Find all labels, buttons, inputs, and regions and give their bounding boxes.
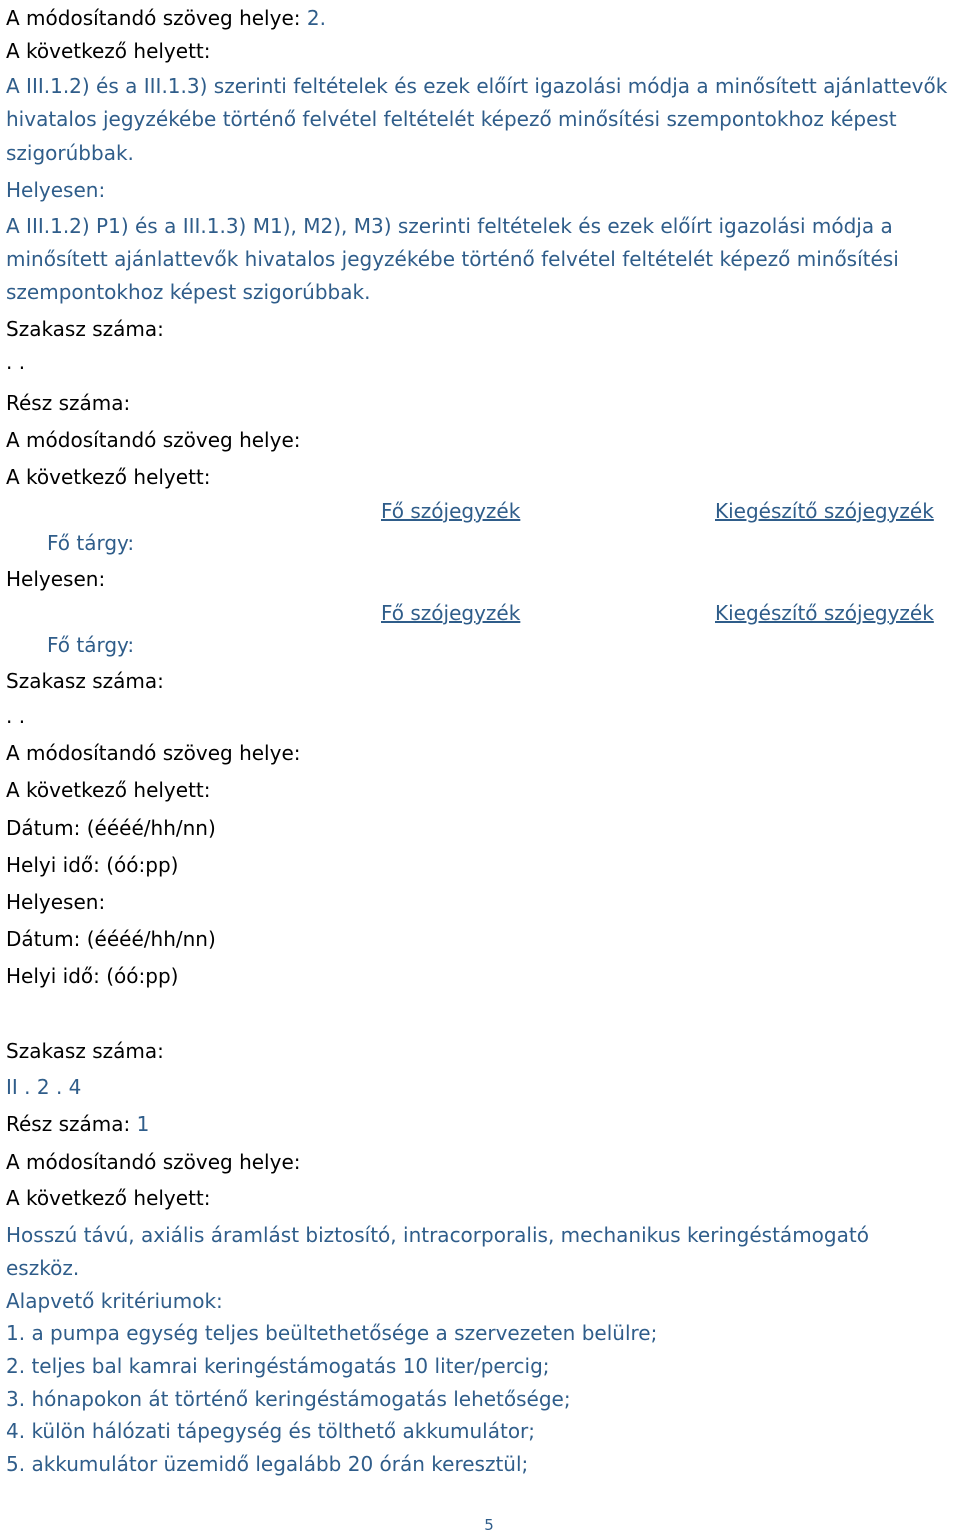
fo-szojegyzek-link[interactable]: Fő szójegyzék: [381, 499, 521, 523]
kriterium-item-3: 3. hónapokon át történő keringéstámogatás lehetősége;: [6, 1387, 571, 1411]
helyesen-label: Helyesen:: [6, 890, 106, 914]
kovetkezo-helyett-text-line-1: A III.1.2) és a III.1.3) szerinti feltételek és ezek előírt igazolási módja a minősített ajánlattevők: [6, 74, 948, 98]
resz-szama-row: [6, 1114, 149, 1134]
kovetkezo-helyett-label: A következő helyett:: [6, 39, 211, 63]
szakasz-szama-value: II . 2 . 4: [6, 1075, 82, 1099]
body-line-1: Hosszú távú, axiális áramlást biztosító, intracorporalis, mechanikus keringéstámogató: [6, 1223, 869, 1247]
fo-szojegyzek-link[interactable]: Fő szójegyzék: [381, 601, 521, 625]
szakasz-szama-label: Szakasz száma:: [6, 317, 164, 341]
kiegeszito-szojegyzek-link[interactable]: Kiegészítő szójegyzék: [715, 601, 934, 625]
alapveto-kriteriumok-heading: Alapvető kritériumok:: [6, 1289, 223, 1313]
kovetkezo-helyett-label: A következő helyett:: [6, 1186, 211, 1210]
helyi-ido-label: Helyi idő: (óó:pp): [6, 964, 179, 988]
szakasz-szama-label: Szakasz száma:: [6, 669, 164, 693]
szakasz-szama-label: Szakasz száma:: [6, 1039, 164, 1063]
page-number: 5: [484, 1516, 494, 1534]
helyesen-text-line-2: minősített ajánlattevők hivatalos jegyzékébe történő felvétel feltételét képező minősítési: [6, 247, 899, 271]
helyesen-label: Helyesen:: [6, 178, 106, 202]
kriterium-item-2: 2. teljes bal kamrai keringéstámogatás 10 liter/percig;: [6, 1354, 550, 1378]
modositando-hely-value: 2.: [306, 6, 326, 30]
modositando-hely-label: A módosítandó szöveg helye:: [6, 6, 301, 30]
helyesen-text-line-3: szempontokhoz képest szigorúbbak.: [6, 280, 371, 304]
datum-label: Dátum: (éééé/hh/nn): [6, 816, 216, 840]
fo-targy-label: Fő tárgy:: [47, 531, 135, 555]
kriterium-item-4: 4. külön hálózati tápegység és tölthető akkumulátor;: [6, 1419, 536, 1443]
datum-label: Dátum: (éééé/hh/nn): [6, 927, 216, 951]
resz-szama-label: Rész száma:: [6, 1112, 131, 1136]
modositando-hely-label: A módosítandó szöveg helye:: [6, 1150, 301, 1174]
szakasz-szama-value: . .: [6, 704, 26, 728]
helyesen-label: Helyesen:: [6, 567, 106, 591]
helyi-ido-label: Helyi idő: (óó:pp): [6, 853, 179, 877]
kovetkezo-helyett-text-line-2: hivatalos jegyzékébe történő felvétel feltételét képező minősítési szempontokhoz képest: [6, 107, 897, 131]
kovetkezo-helyett-label: A következő helyett:: [6, 465, 211, 489]
resz-szama-value: 1: [136, 1112, 150, 1136]
modositando-hely-row: [6, 8, 326, 28]
kiegeszito-szojegyzek-link[interactable]: Kiegészítő szójegyzék: [715, 499, 934, 523]
fo-targy-label: Fő tárgy:: [47, 633, 135, 657]
resz-szama-label: Rész száma:: [6, 391, 131, 415]
szakasz-szama-value: . .: [6, 350, 26, 374]
body-line-2: eszköz.: [6, 1256, 80, 1280]
kriterium-item-5: 5. akkumulátor üzemidő legalább 20 órán keresztül;: [6, 1452, 529, 1476]
modositando-hely-label: A módosítandó szöveg helye:: [6, 428, 301, 452]
kriterium-item-1: 1. a pumpa egység teljes beültethetősége a szervezeten belülre;: [6, 1321, 658, 1345]
modositando-hely-label: A módosítandó szöveg helye:: [6, 741, 301, 765]
kovetkezo-helyett-text-line-3: szigorúbbak.: [6, 141, 134, 165]
helyesen-text-line-1: A III.1.2) P1) és a III.1.3) M1), M2), M3) szerinti feltételek és ezek előírt igazolási módja a: [6, 214, 893, 238]
kovetkezo-helyett-label: A következő helyett:: [6, 778, 211, 802]
